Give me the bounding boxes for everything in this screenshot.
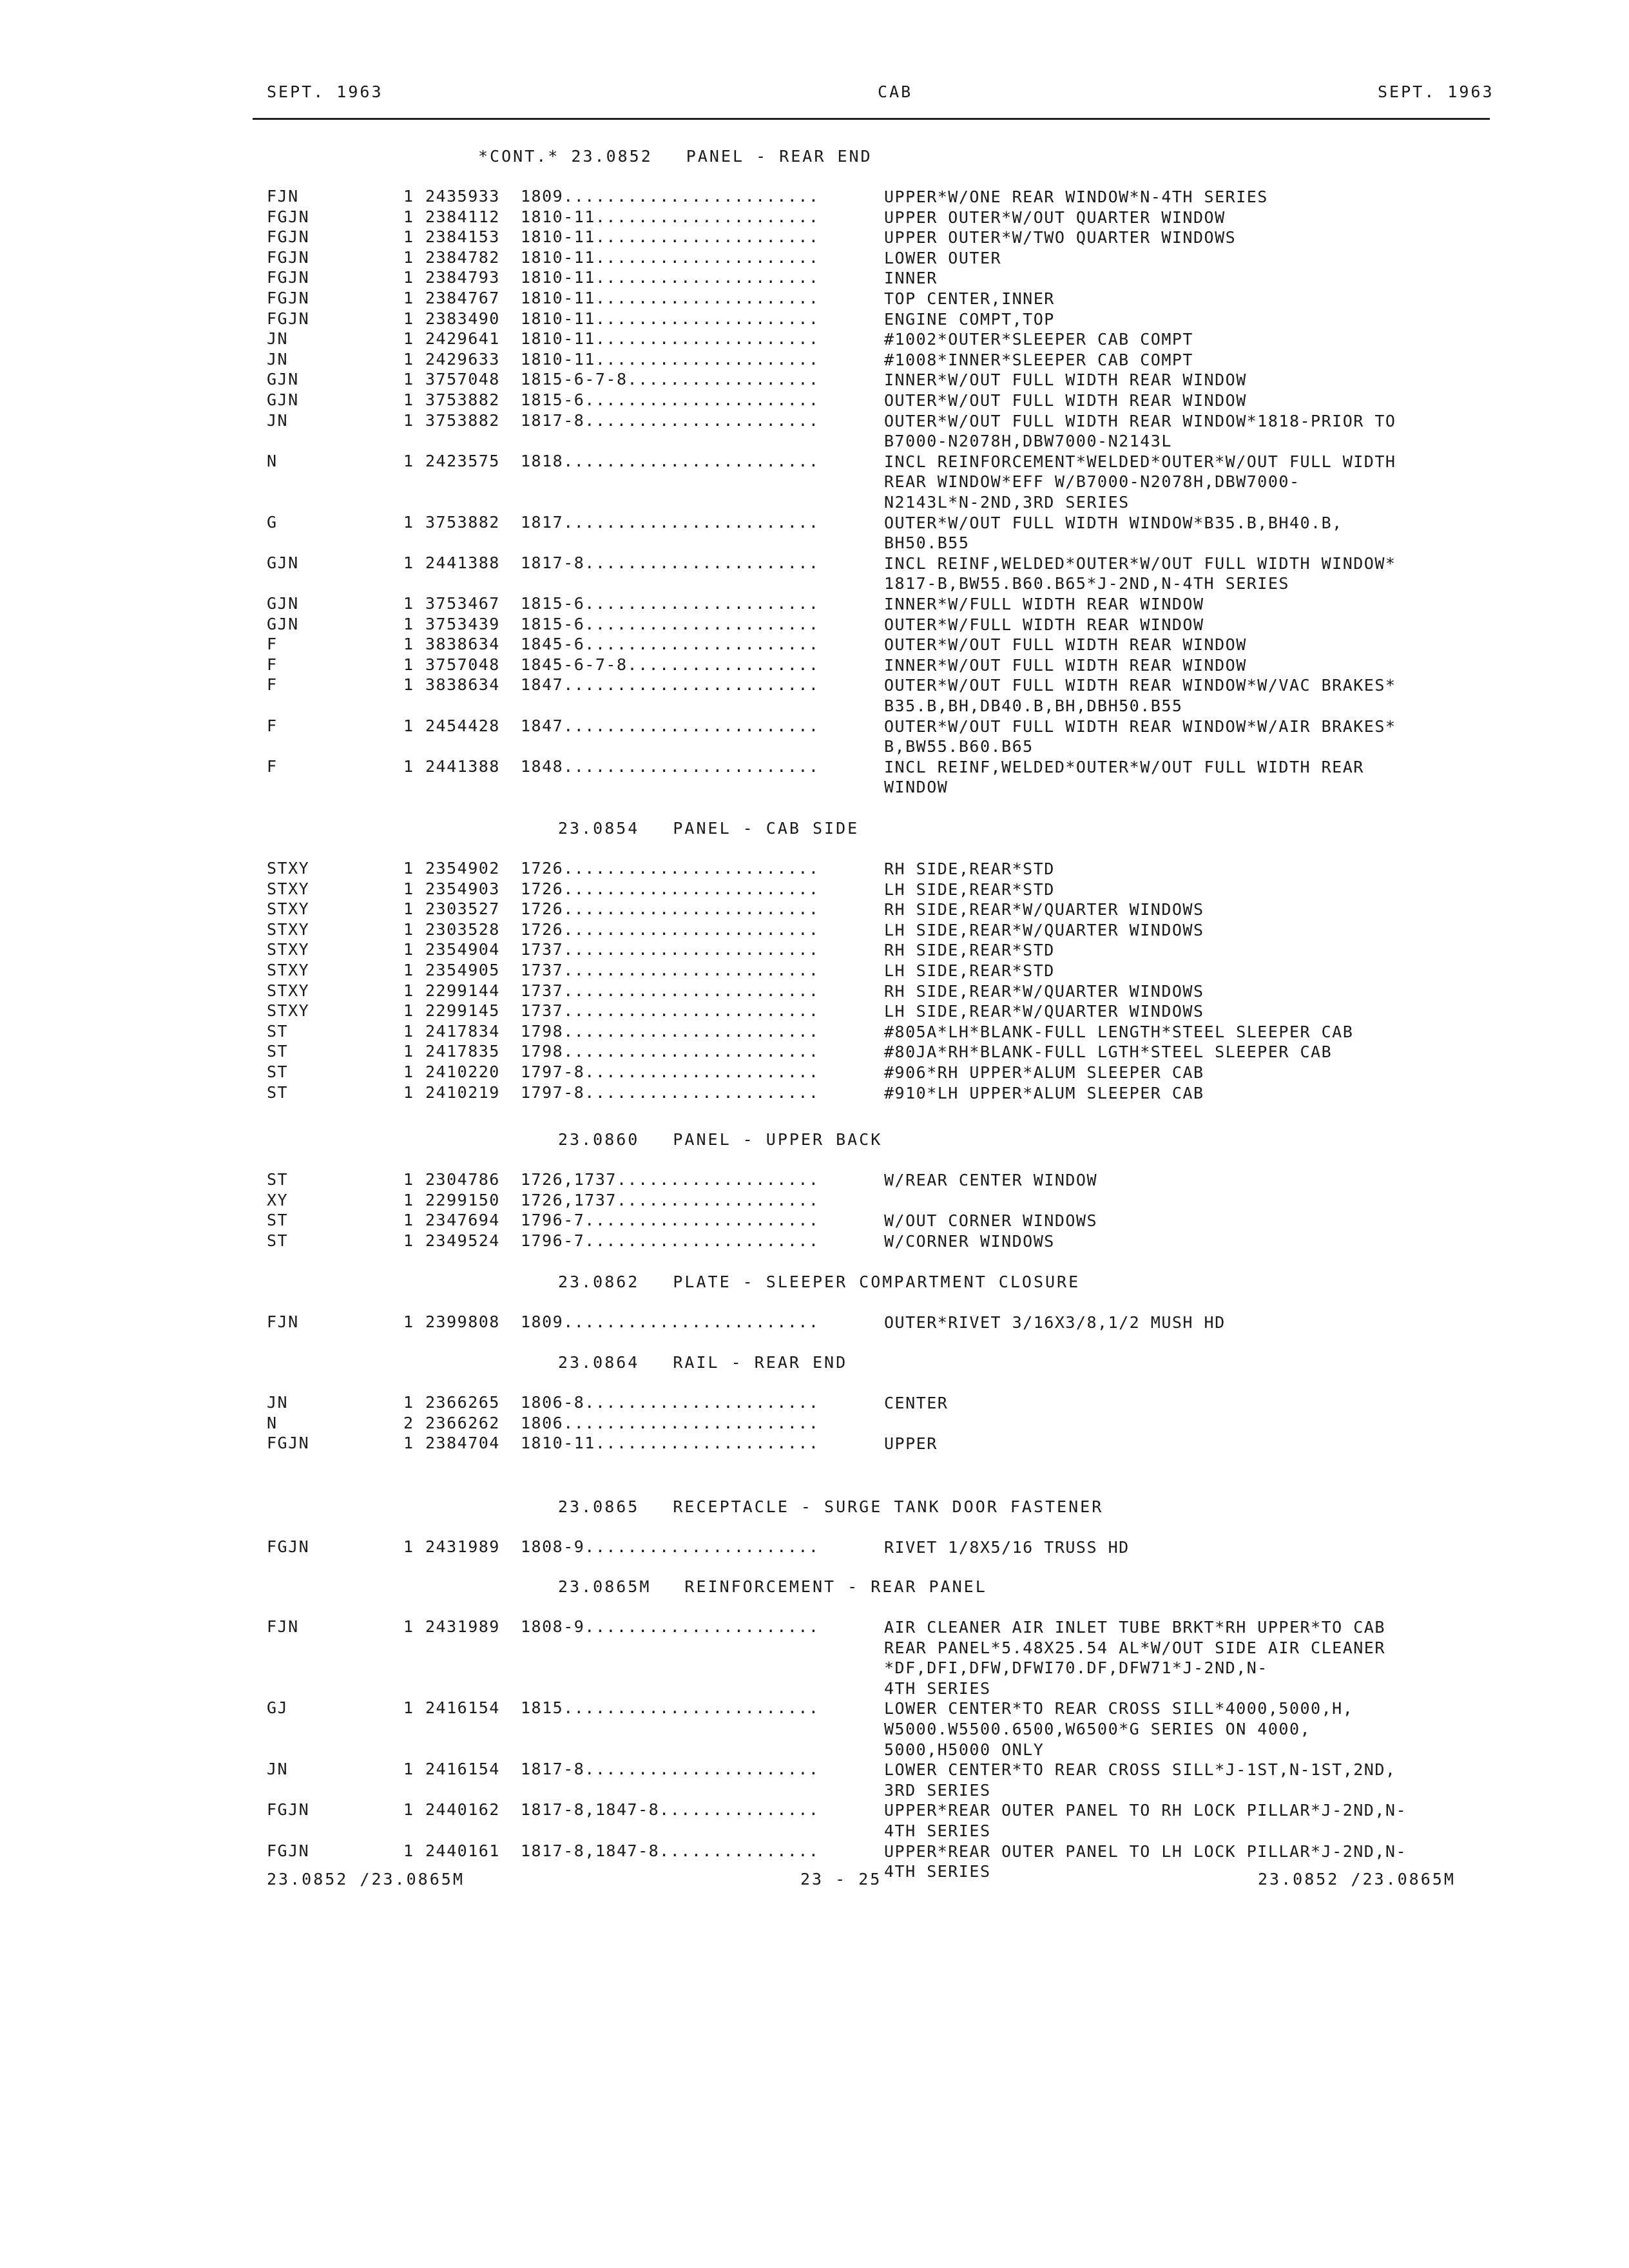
reference-number: 1817-8......................	[521, 1760, 820, 1779]
quantity: 1	[403, 1312, 414, 1331]
part-description: CENTER	[884, 1394, 949, 1412]
model-code: GJN	[267, 614, 299, 633]
quantity: 1	[403, 594, 414, 613]
reference-number: 1847........................	[521, 675, 820, 695]
part-description: UPPER	[884, 1434, 938, 1454]
part-description: INNER	[884, 269, 938, 288]
quantity: 1	[403, 1082, 414, 1102]
part-description: W/REAR CENTER WINDOW	[884, 1171, 1098, 1189]
quantity: 1	[403, 1021, 414, 1041]
part-description: LH SIDE,REAR*W/QUARTER WINDOWS	[884, 920, 1204, 939]
part-description: LH SIDE,REAR*STD	[884, 879, 1055, 899]
part-number: 3753882	[425, 512, 500, 532]
quantity: 1	[403, 247, 414, 267]
quantity: 1	[403, 614, 414, 633]
quantity: 1	[403, 879, 414, 898]
reference-number: 1815-6......................	[521, 614, 820, 633]
model-code: FGJN	[267, 1800, 310, 1820]
section-number: *CONT.* 23.0852	[478, 147, 653, 166]
reference-number: 1806........................	[521, 1413, 820, 1432]
part-number: 2423575	[425, 451, 500, 470]
part-description: LOWER CENTER*TO REAR CROSS SILL*J-1ST,N-1ST,2ND, 3RD SERIES	[884, 1760, 1396, 1800]
model-code: ST	[267, 1082, 289, 1102]
footer-index-left: 23.0852 /23.0865M	[267, 1870, 465, 1888]
quantity: 1	[403, 756, 414, 776]
reference-number: 1845-6......................	[521, 635, 820, 654]
model-code: FGJN	[267, 1841, 310, 1860]
part-number: 2441388	[425, 756, 500, 776]
part-number: 2354902	[425, 859, 500, 878]
section-title: RECEPTACLE - SURGE TANK DOOR FASTENER	[673, 1497, 1104, 1516]
reference-number: 1817-8,1847-8...............	[521, 1800, 820, 1820]
quantity: 1	[403, 1434, 414, 1453]
section-heading	[558, 1497, 1460, 1518]
reference-number: 1817-8......................	[521, 553, 820, 572]
model-code: GJN	[267, 594, 299, 613]
section-number: 23.0865M	[558, 1577, 651, 1596]
quantity: 1	[403, 940, 414, 959]
model-code: FGJN	[267, 227, 310, 247]
part-number: 3753467	[425, 594, 500, 613]
quantity: 1	[403, 227, 414, 247]
part-number: 2454428	[425, 716, 500, 735]
part-description: ENGINE COMPT,TOP	[884, 309, 1055, 329]
quantity: 1	[403, 981, 414, 1000]
quantity: 1	[403, 553, 414, 572]
reference-number: 1798........................	[521, 1042, 820, 1061]
section-number: 23.0862	[558, 1273, 640, 1291]
part-number: 2384782	[425, 247, 500, 267]
part-description: W/CORNER WINDOWS	[884, 1231, 1055, 1251]
reference-number: 1737........................	[521, 981, 820, 1000]
quantity: 1	[403, 512, 414, 532]
part-description: OUTER*W/OUT FULL WIDTH REAR WINDOW	[884, 391, 1247, 410]
quantity: 1	[403, 1062, 414, 1081]
model-code: STXY	[267, 859, 310, 878]
part-number: 2303528	[425, 919, 500, 939]
reference-number: 1796-7......................	[521, 1211, 820, 1230]
part-number: 2417835	[425, 1042, 500, 1061]
reference-number: 1726,1737...................	[521, 1170, 820, 1189]
part-description: RH SIDE,REAR*W/QUARTER WINDOWS	[884, 900, 1204, 919]
section-title: PANEL - UPPER BACK	[673, 1130, 883, 1149]
footer-index-right: 23.0852 /23.0865M	[1258, 1870, 1456, 1888]
reference-number: 1810-11.....................	[521, 227, 820, 247]
part-description: #910*LH UPPER*ALUM SLEEPER CAB	[884, 1083, 1204, 1102]
part-number: 2299150	[425, 1190, 500, 1209]
part-number: 3838634	[425, 675, 500, 695]
quantity: 1	[403, 349, 414, 369]
section-heading	[558, 819, 1460, 840]
quantity: 1	[403, 1231, 414, 1250]
part-description: UPPER*W/ONE REAR WINDOW*N-4TH SERIES	[884, 187, 1268, 206]
reference-number: 1796-7......................	[521, 1231, 820, 1250]
quantity: 1	[403, 675, 414, 695]
part-number: 2304786	[425, 1170, 500, 1189]
part-description: RH SIDE,REAR*STD	[884, 860, 1055, 878]
part-description: OUTER*W/OUT FULL WIDTH REAR WINDOW*1818-PRIOR TO B7000-N2078H,DBW7000-N2143L	[884, 411, 1396, 451]
part-number: 2354903	[425, 879, 500, 898]
reference-number: 1737........................	[521, 961, 820, 979]
model-code: JN	[267, 1393, 289, 1412]
model-code: F	[267, 716, 278, 735]
model-code: JN	[267, 349, 289, 369]
part-number: 3753439	[425, 614, 500, 633]
model-code: FGJN	[267, 1434, 310, 1453]
section-title: PANEL - REAR END	[686, 147, 872, 166]
part-number: 2429633	[425, 349, 500, 369]
model-code: STXY	[267, 899, 310, 919]
reference-number: 1809........................	[521, 1312, 820, 1331]
part-description: #80JA*RH*BLANK-FULL LGTH*STEEL SLEEPER CAB	[884, 1043, 1333, 1062]
quantity: 1	[403, 1001, 414, 1021]
reference-number: 1815-6-7-8..................	[521, 370, 820, 389]
part-number: 3757048	[425, 655, 500, 674]
part-number: 2431989	[425, 1617, 500, 1636]
model-code: FGJN	[267, 309, 310, 328]
reference-number: 1808-9......................	[521, 1617, 820, 1636]
model-code: STXY	[267, 961, 310, 979]
part-number: 2440162	[425, 1800, 500, 1820]
part-number: 2417834	[425, 1021, 500, 1041]
reference-number: 1737........................	[521, 1001, 820, 1021]
reference-number: 1810-11.....................	[521, 207, 820, 226]
part-number: 2399808	[425, 1312, 500, 1331]
part-description: RH SIDE,REAR*STD	[884, 941, 1055, 960]
reference-number: 1815-6......................	[521, 594, 820, 613]
part-number: 2384153	[425, 227, 500, 247]
part-number: 2354904	[425, 940, 500, 959]
part-description: TOP CENTER,INNER	[884, 289, 1055, 308]
part-number: 2366265	[425, 1393, 500, 1412]
quantity: 1	[403, 1190, 414, 1209]
quantity: 1	[403, 390, 414, 409]
part-number: 2384704	[425, 1434, 500, 1453]
model-code: STXY	[267, 981, 310, 1000]
model-code: FJN	[267, 1312, 299, 1331]
model-code: ST	[267, 1231, 289, 1250]
part-description: #805A*LH*BLANK-FULL LENGTH*STEEL SLEEPER CAB	[884, 1022, 1354, 1041]
part-description: LH SIDE,REAR*STD	[884, 961, 1055, 980]
quantity: 1	[403, 655, 414, 674]
quantity: 1	[403, 716, 414, 735]
quantity: 1	[403, 859, 414, 878]
section-heading	[558, 1353, 1460, 1374]
part-description: LOWER CENTER*TO REAR CROSS SILL*4000,5000,H, W5000.W5500.6500,W6500*G SERIES ON 4000, 5000,H5000 ONLY	[884, 1699, 1354, 1759]
part-description: #1002*OUTER*SLEEPER CAB COMPT	[884, 330, 1193, 349]
part-number: 2384793	[425, 268, 500, 287]
section-heading	[558, 1130, 1460, 1151]
part-number: 2441388	[425, 553, 500, 572]
part-number: 2299144	[425, 981, 500, 1000]
model-code: N	[267, 451, 278, 470]
reference-number: 1810-11.....................	[521, 329, 820, 349]
part-number: 3753882	[425, 410, 500, 430]
part-description: UPPER OUTER*W/TWO QUARTER WINDOWS	[884, 228, 1237, 247]
quantity: 1	[403, 309, 414, 328]
model-code: ST	[267, 1042, 289, 1061]
quantity: 1	[403, 1170, 414, 1189]
quantity: 1	[403, 635, 414, 654]
model-code: F	[267, 675, 278, 695]
reference-number: 1810-11.....................	[521, 1434, 820, 1453]
section-number: 23.0865	[558, 1497, 640, 1516]
part-number: 2384112	[425, 207, 500, 226]
model-code: ST	[267, 1170, 289, 1189]
reference-number: 1848........................	[521, 756, 820, 776]
part-number: 3838634	[425, 635, 500, 654]
quantity: 1	[403, 370, 414, 389]
reference-number: 1817-8,1847-8...............	[521, 1841, 820, 1860]
model-code: G	[267, 512, 278, 532]
reference-number: 1817-8......................	[521, 410, 820, 430]
quantity: 1	[403, 1760, 414, 1779]
part-description: OUTER*W/OUT FULL WIDTH REAR WINDOW*W/VAC BRAKES* B35.B,BH,DB40.B,BH,DBH50.B55	[884, 676, 1396, 715]
model-code: GJN	[267, 370, 299, 389]
part-number: 3753882	[425, 390, 500, 409]
model-code: XY	[267, 1190, 289, 1209]
model-code: FJN	[267, 1617, 299, 1636]
quantity: 1	[403, 268, 414, 287]
part-number: 2435933	[425, 187, 500, 206]
reference-number: 1798........................	[521, 1021, 820, 1041]
quantity: 1	[403, 410, 414, 430]
reference-number: 1806-8......................	[521, 1393, 820, 1412]
part-number: 2299145	[425, 1001, 500, 1021]
part-number: 2349524	[425, 1231, 500, 1250]
part-description: AIR CLEANER AIR INLET TUBE BRKT*RH UPPER*TO CAB REAR PANEL*5.48X25.54 AL*W/OUT SIDE AIR CLEANER *DF,DFI,DFW,DFWI70.DF,DFW71*J-2ND,N- 4TH SERIES	[884, 1618, 1385, 1698]
header-rule	[253, 118, 1490, 120]
quantity: 1	[403, 1698, 414, 1718]
quantity: 1	[403, 207, 414, 226]
part-number: 2347694	[425, 1211, 500, 1230]
part-description: OUTER*W/FULL WIDTH REAR WINDOW	[884, 615, 1204, 634]
reference-number: 1810-11.....................	[521, 268, 820, 287]
reference-number: 1810-11.....................	[521, 349, 820, 369]
model-code: GJ	[267, 1698, 289, 1718]
part-description: UPPER*REAR OUTER PANEL TO LH LOCK PILLAR*J-2ND,N- 4TH SERIES	[884, 1841, 1407, 1881]
part-number: 2431989	[425, 1537, 500, 1556]
quantity: 1	[403, 187, 414, 206]
part-number: 2440161	[425, 1841, 500, 1860]
part-number: 2366262	[425, 1413, 500, 1432]
model-code: ST	[267, 1062, 289, 1081]
part-number: 2410220	[425, 1062, 500, 1081]
model-code: FGJN	[267, 1537, 310, 1556]
quantity: 1	[403, 1841, 414, 1860]
part-description: #906*RH UPPER*ALUM SLEEPER CAB	[884, 1063, 1204, 1082]
part-number: 2303527	[425, 899, 500, 919]
part-number: 2429641	[425, 329, 500, 349]
section-title: PANEL - CAB SIDE	[673, 819, 860, 838]
reference-number: 1810-11.....................	[521, 289, 820, 307]
part-number: 2383490	[425, 309, 500, 328]
part-description: INNER*W/OUT FULL WIDTH REAR WINDOW	[884, 655, 1247, 675]
section-title: REINFORCEMENT - REAR PANEL	[684, 1577, 987, 1596]
model-code: FGJN	[267, 247, 310, 267]
model-code: GJN	[267, 553, 299, 572]
part-description: INCL REINF,WELDED*OUTER*W/OUT FULL WIDTH REAR WINDOW	[884, 757, 1364, 797]
header-date-right: SEPT. 1963	[1378, 82, 1494, 101]
header-section-title: CAB	[878, 82, 913, 101]
reference-number: 1815........................	[521, 1698, 820, 1718]
reference-number: 1726........................	[521, 919, 820, 939]
reference-number: 1809........................	[521, 187, 820, 206]
reference-number: 1808-9......................	[521, 1537, 820, 1556]
reference-number: 1818........................	[521, 451, 820, 470]
header-date-left: SEPT. 1963	[267, 82, 383, 101]
model-code: STXY	[267, 940, 310, 959]
model-code: FJN	[267, 187, 299, 206]
quantity: 1	[403, 961, 414, 979]
section-title: RAIL - REAR END	[673, 1353, 848, 1372]
reference-number: 1817........................	[521, 512, 820, 532]
part-description: UPPER*REAR OUTER PANEL TO RH LOCK PILLAR*J-2ND,N- 4TH SERIES	[884, 1801, 1407, 1840]
section-heading	[558, 1273, 1460, 1293]
reference-number: 1726,1737...................	[521, 1190, 820, 1209]
reference-number: 1845-6-7-8..................	[521, 655, 820, 674]
part-description: OUTER*W/OUT FULL WIDTH REAR WINDOW*W/AIR BRAKES* B,BW55.B60.B65	[884, 716, 1396, 756]
model-code: ST	[267, 1021, 289, 1041]
model-code: GJN	[267, 390, 299, 409]
part-description: LH SIDE,REAR*W/QUARTER WINDOWS	[884, 1002, 1204, 1021]
part-description: INNER*W/FULL WIDTH REAR WINDOW	[884, 595, 1204, 613]
model-code: N	[267, 1413, 278, 1432]
part-description: OUTER*W/OUT FULL WIDTH WINDOW*B35.B,BH40.B, BH50.B55	[884, 513, 1343, 553]
reference-number: 1797-8......................	[521, 1062, 820, 1081]
section-number: 23.0854	[558, 819, 640, 838]
part-number: 2384767	[425, 289, 500, 307]
part-number: 2354905	[425, 961, 500, 979]
reference-number: 1815-6......................	[521, 390, 820, 409]
part-description: #1008*INNER*SLEEPER CAB COMPT	[884, 350, 1193, 369]
quantity: 1	[403, 919, 414, 939]
quantity: 1	[403, 1393, 414, 1412]
part-description: INNER*W/OUT FULL WIDTH REAR WINDOW	[884, 370, 1247, 390]
part-number: 2410219	[425, 1082, 500, 1102]
section-heading	[558, 1577, 1460, 1598]
reference-number: 1726........................	[521, 899, 820, 919]
model-code: F	[267, 756, 278, 776]
quantity: 1	[403, 329, 414, 349]
part-description: LOWER OUTER	[884, 248, 1002, 267]
part-description: RIVET 1/8X5/16 TRUSS HD	[884, 1538, 1130, 1557]
quantity: 1	[403, 1617, 414, 1636]
reference-number: 1737........................	[521, 940, 820, 959]
quantity: 1	[403, 1800, 414, 1820]
model-code: STXY	[267, 1001, 310, 1021]
model-code: ST	[267, 1211, 289, 1230]
model-code: JN	[267, 410, 289, 430]
reference-number: 1810-11.....................	[521, 309, 820, 328]
reference-number: 1726........................	[521, 859, 820, 878]
reference-number: 1810-11.....................	[521, 247, 820, 267]
part-description: INCL REINF,WELDED*OUTER*W/OUT FULL WIDTH WINDOW* 1817-B,BW55.B60.B65*J-2ND,N-4TH SERIES	[884, 553, 1396, 593]
model-code: F	[267, 655, 278, 674]
model-code: STXY	[267, 879, 310, 898]
quantity: 1	[403, 451, 414, 470]
section-heading	[478, 147, 1380, 168]
quantity: 1	[403, 1537, 414, 1556]
footer-page-number: 23 - 25	[800, 1870, 882, 1888]
model-code: STXY	[267, 919, 310, 939]
part-description: OUTER*W/OUT FULL WIDTH REAR WINDOW	[884, 635, 1247, 655]
part-description: RH SIDE,REAR*W/QUARTER WINDOWS	[884, 981, 1204, 1001]
reference-number: 1726........................	[521, 879, 820, 898]
model-code: FGJN	[267, 207, 310, 226]
part-number: 2416154	[425, 1760, 500, 1779]
quantity: 1	[403, 1211, 414, 1230]
model-code: F	[267, 635, 278, 654]
part-description: INCL REINFORCEMENT*WELDED*OUTER*W/OUT FULL WIDTH REAR WINDOW*EFF W/B7000-N2078H,DBW7000- N2143L*N-2ND,3RD SERIES	[884, 452, 1396, 512]
quantity: 1	[403, 1042, 414, 1061]
quantity: 1	[403, 289, 414, 307]
section-title: PLATE - SLEEPER COMPARTMENT CLOSURE	[673, 1273, 1081, 1291]
model-code: JN	[267, 329, 289, 349]
quantity: 1	[403, 899, 414, 919]
reference-number: 1797-8......................	[521, 1082, 820, 1102]
part-description: UPPER OUTER*W/OUT QUARTER WINDOW	[884, 207, 1226, 227]
model-code: FGJN	[267, 268, 310, 287]
part-description: W/OUT CORNER WINDOWS	[884, 1211, 1098, 1231]
section-number: 23.0860	[558, 1130, 640, 1149]
part-description: OUTER*RIVET 3/16X3/8,1/2 MUSH HD	[884, 1313, 1226, 1332]
model-code: JN	[267, 1760, 289, 1779]
quantity: 2	[403, 1413, 414, 1432]
part-number: 2416154	[425, 1698, 500, 1718]
section-number: 23.0864	[558, 1353, 640, 1372]
part-number: 3757048	[425, 370, 500, 389]
model-code: FGJN	[267, 289, 310, 307]
reference-number: 1847........................	[521, 716, 820, 735]
